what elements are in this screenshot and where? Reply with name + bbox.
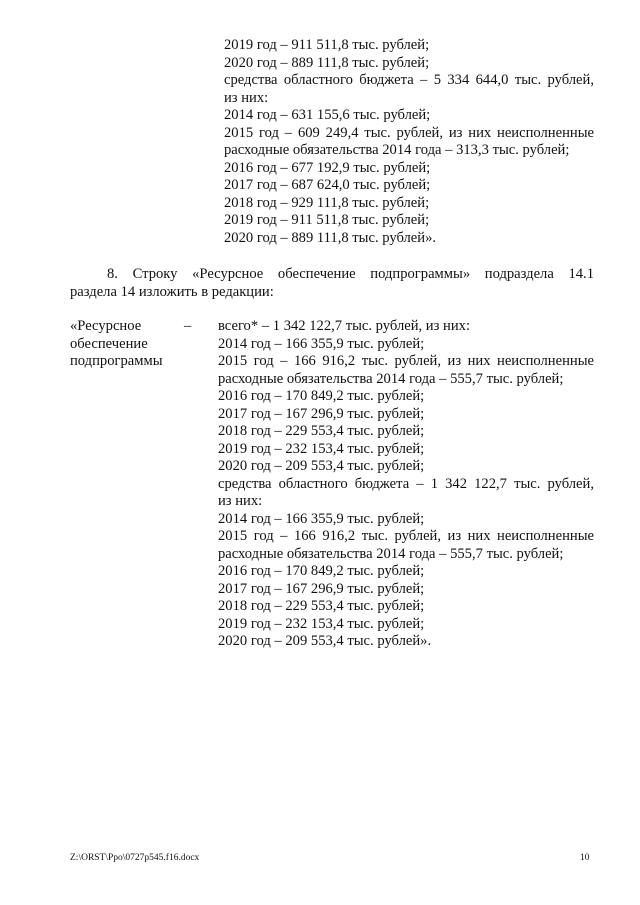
table-value-line: из них: — [218, 493, 263, 509]
table-value-line: 2016 год – 170 849,2 тыс. рублей; — [218, 563, 425, 579]
top-line: из них: — [224, 90, 269, 106]
table-label-line: подпрограммы — [70, 353, 163, 369]
top-line: средства областного бюджета – 5 334 644,0 тыс. рублей, — [224, 72, 594, 88]
table-value-line: 2019 год – 232 153,4 тыс. рублей; — [218, 441, 425, 457]
item-8-line: раздела 14 изложить в редакции: — [70, 284, 274, 300]
top-line: 2016 год – 677 192,9 тыс. рублей; — [224, 160, 431, 176]
table-value-line: 2015 год – 166 916,2 тыс. рублей, из них неисполненные — [218, 528, 594, 544]
table-label-line: «Ресурсное — [70, 318, 142, 334]
table-label-line: обеспечение — [70, 336, 148, 352]
top-line: расходные обязательства 2014 года – 313,3 тыс. рублей; — [224, 142, 570, 158]
table-value-line: 2014 год – 166 355,9 тыс. рублей; — [218, 336, 425, 352]
table-value-line: средства областного бюджета – 1 342 122,7 тыс. рублей, — [218, 476, 594, 492]
top-line: 2015 год – 609 249,4 тыс. рублей, из них неисполненные — [224, 125, 594, 141]
top-line: 2020 год – 889 111,8 тыс. рублей». — [224, 230, 437, 246]
table-value-line: расходные обязательства 2014 года – 555,7 тыс. рублей; — [218, 546, 564, 562]
table-value-line: 2015 год – 166 916,2 тыс. рублей, из них неисполненные — [218, 353, 594, 369]
table-value-line: 2020 год – 209 553,4 тыс. рублей; — [218, 458, 425, 474]
top-line: 2018 год – 929 111,8 тыс. рублей; — [224, 195, 430, 211]
table-value-line: 2014 год – 166 355,9 тыс. рублей; — [218, 511, 425, 527]
table-value-line: 2019 год – 232 153,4 тыс. рублей; — [218, 616, 425, 632]
top-line: 2019 год – 911 511,8 тыс. рублей; — [224, 212, 430, 228]
table-dash: – — [184, 318, 192, 334]
table-value-line: расходные обязательства 2014 года – 555,7 тыс. рублей; — [218, 371, 564, 387]
footer-file-path: Z:\ORST\Ppo\0727p545.f16.docx — [70, 853, 200, 863]
footer-page-number: 10 — [580, 853, 590, 863]
top-line: 2014 год – 631 155,6 тыс. рублей; — [224, 107, 431, 123]
table-value-line: 2020 год – 209 553,4 тыс. рублей». — [218, 633, 432, 649]
table-value-line: всего* – 1 342 122,7 тыс. рублей, из них: — [218, 318, 471, 334]
table-value-line: 2018 год – 229 553,4 тыс. рублей; — [218, 598, 425, 614]
table-value-line: 2017 год – 167 296,9 тыс. рублей; — [218, 406, 425, 422]
table-value-line: 2017 год – 167 296,9 тыс. рублей; — [218, 581, 425, 597]
top-line: 2019 год – 911 511,8 тыс. рублей; — [224, 37, 430, 53]
top-line: 2017 год – 687 624,0 тыс. рублей; — [224, 177, 431, 193]
table-value-line: 2016 год – 170 849,2 тыс. рублей; — [218, 388, 425, 404]
table-value-line: 2018 год – 229 553,4 тыс. рублей; — [218, 423, 425, 439]
top-line: 2020 год – 889 111,8 тыс. рублей; — [224, 55, 430, 71]
item-8-line: 8. Строку «Ресурсное обеспечение подпрограммы» подраздела 14.1 — [107, 266, 594, 282]
